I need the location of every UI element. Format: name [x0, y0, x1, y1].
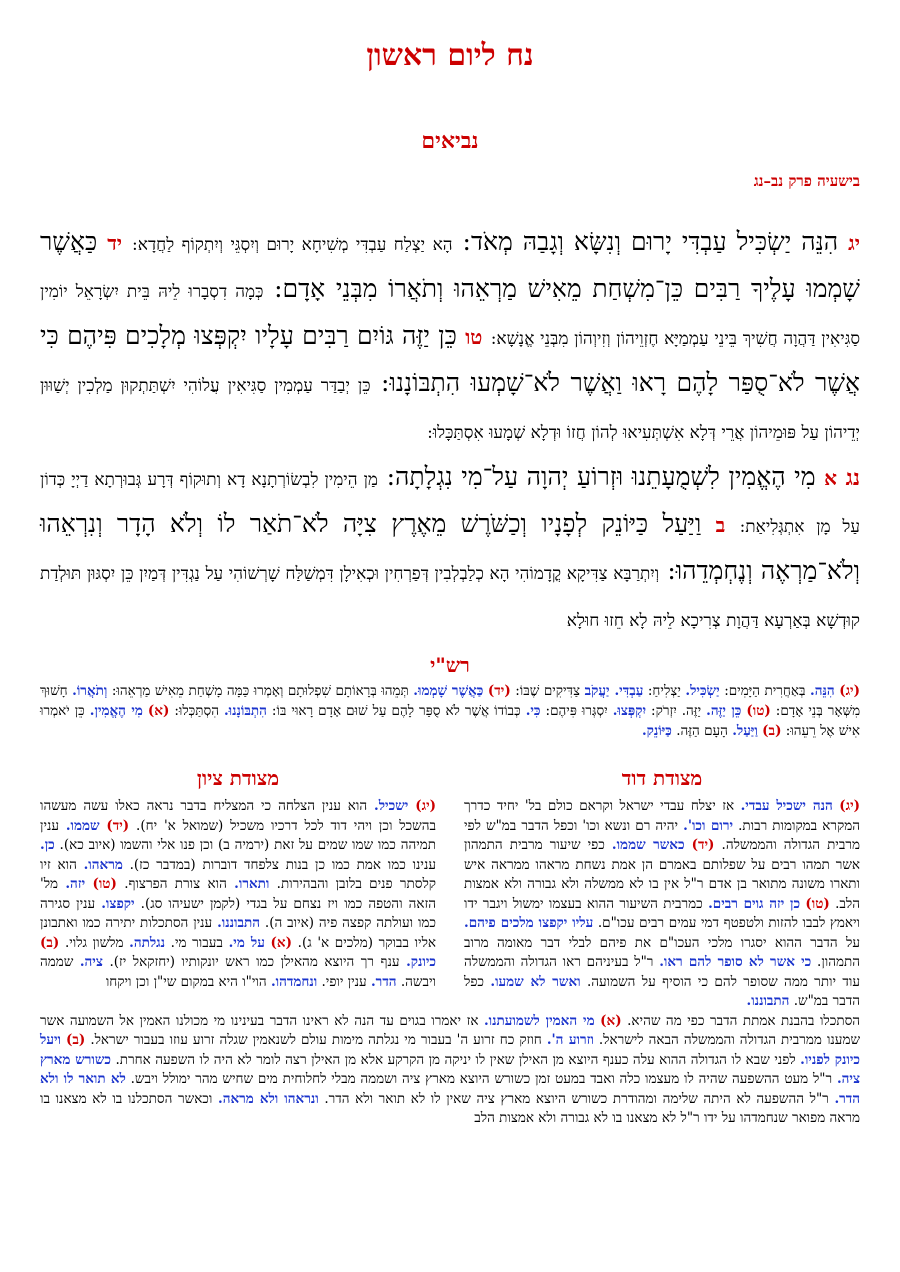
rashi-entry-heading: כֵּן יַזֶּה. [706, 703, 742, 719]
metzudat-tzion-entry-ref: (יד) [106, 817, 130, 834]
rashi-title: רש"י [430, 653, 470, 677]
continuation-entry-text: ר"ל ההשפעה לא היתה שלימה ומהודרת כשורש היוצא מארץ ציה שאין לו לא תואר ולא הדר. [324, 1090, 829, 1107]
metzudat-david-entry-heading: עליו יקפצו מלכים פיהם. [464, 915, 594, 931]
verse-number: יג [848, 231, 861, 255]
continuation-entry-heading: כשורש מארץ ציה. [40, 1051, 861, 1087]
continuation-entry-text: חוזק כח זרוע ה' בעבור מי נגלתה מימות עולם לשנאמין שגלה זרוע עוזו בעבור ישראל. [90, 1032, 542, 1048]
metzudat-tzion-entry-text: ענין יופי. [321, 973, 367, 990]
rashi-entry-heading: וְתֹאֲרוֹ. [72, 683, 108, 699]
metzudat-tzion-entry-text: ענינו כמו אמת כמו כן בנות צלפחד דוברות (במדבר כז). [129, 856, 436, 873]
rashi-entry-ref: (א) [147, 703, 170, 719]
rashi-entry-text: הִסְתַּכְּלוּ: [174, 703, 219, 719]
metzudat-tzion-column [40, 765, 436, 1012]
metzudat-tzion-entry-text: ענין תמיהה כמו שמו שמים על זאת (ירמיה ב) וכן פנו אלי והשמו (איוב כא). [40, 817, 437, 853]
continuation-entry-text: לפני שבא לו הגדולה ההוא עלה כענף היוצא מן האילן שאין לו יניקה מן הקרקע אלא מן האילן רצה לומר לא היה לו השפעה אחרת. [115, 1051, 796, 1068]
verse-targum: כֵּן יְבַדַּר עַמְמִין סַגִּיאִין עֲלוֹהִי יִשְׁתַּתְקוּן מַלְכִין יְשַׁוּוּן יְדֵיהוֹן עַל פּוּמֵיהוֹן אֲרֵי דְּלָא אִשְׁתְּעִיאוּ לְהוֹן חֲזוֹ וּדְלָא שְׁמָעוּ אִסְתַּכָּלוּ: [40, 376, 860, 443]
metzudat-david-title: מצודת דוד [621, 766, 703, 790]
rashi-entry-ref: (ב) [762, 723, 782, 739]
metzudat-tzion-entry-text: הוא צורת הפרצוף. [124, 876, 227, 892]
metzudat-tzion-entry-heading: שממו. [65, 817, 100, 834]
metzudat-tzion-entry-text: מלשון גלוי. [64, 934, 124, 951]
metzudat-tzion-entry-ref: (יג) [415, 798, 437, 814]
continuation-entry-heading: וזרוע ה'. [546, 1032, 594, 1048]
metzudat-tzion-entry-heading: התבוננו. [217, 915, 261, 931]
metzudat-david-entry-text: ר"ל בעיניהם ראו הגדולה והממשלה עוד יותר ממה שסופר להם כי הוסיף על השמועה. [464, 954, 860, 990]
continuation-entry-heading: ויעל כיונק לפניו. [40, 1032, 860, 1068]
rashi-entry-heading: כַּאֲשֶׁר שָׁמְמוּ. [413, 683, 484, 699]
metzudat-tzion-entry-text: ענין סגירה כמו ועולתה קפצה פיה (איוב ה). [40, 895, 437, 931]
metzudat-david-entry-heading: כן יזה גוים רבים. [708, 895, 801, 912]
metzudat-tzion-entry-heading: ונחמדהו. [270, 973, 318, 990]
rashi-entry-heading: יִקְפְּצוּ. [612, 703, 647, 719]
verse-number: א [824, 466, 837, 490]
metzudat-tzion-entry-heading: כיונק. [406, 954, 437, 970]
metzudat-tzion-entry-ref: (טו) [92, 876, 117, 892]
rashi-commentary [40, 681, 860, 741]
page-title: נח ליום ראשון [366, 38, 534, 73]
metzudat-david-text [464, 797, 860, 1012]
rashi-entry-heading: הִנֵּה. [810, 683, 835, 699]
metzudat-tzion-entry-heading: מראהו. [83, 856, 123, 873]
metzudat-tzion-entry-heading: על מי. [228, 934, 265, 951]
verse-number: טו [465, 325, 483, 349]
metzudat-tzion-entry-heading: ציה. [79, 954, 103, 970]
metzudat-david-entry-heading: ואשר לא שמעו. [490, 973, 581, 990]
continuation-entry-ref: (ב) [66, 1032, 86, 1048]
continuation-entry-heading: ונראהו ולא מראה. [218, 1090, 319, 1107]
metzudat-david-entry-heading: התבוננו. [746, 993, 790, 1009]
rashi-entry-heading: הִתְבּוֹנָנוּ. [223, 703, 267, 719]
rashi-entry-text: צַדִּיקִים שֶׁבּוֹ: [515, 683, 581, 699]
commentary-columns [40, 765, 860, 1012]
metzudat-david-entry-ref: (טו) [805, 895, 830, 912]
continuation-entry-heading: לא תואר לו ולא הדר. [40, 1071, 861, 1107]
metzudat-david-entry-text: כפל הדבר במ"ש. [464, 973, 860, 1009]
metzudat-david-entry-text: על הדבר ההוא יסגרו מלכי העכו"ם את פיהם לבלי דבר מאומה מרוב התמהון. [464, 934, 860, 970]
chapter-reference: בישעיה פרק נב–נג [753, 172, 860, 190]
verse-targum: וְיִתְרַבָּא צַדִּיקָא קֳדָמוֹהִי הָא כְלַבְלְבִין דְּפַרְחִין וּכְאִילָן דִּמְשַׁלַּח שָׁרְשׁוֹהִי עַל נַגְדִּין דְּמַיִן כֵּן יִסְגּוּן תּוּלְדַת קוּדְשָׁא בְּאַרְעָא דַּהֲוָת צְרִיכָא לֵיהּ לָא חֵזוּ חוּלָא [40, 564, 860, 631]
verse-targum: כְּמָה דִסְבָרוּ לֵיהּ בֵּית יִשְׂרָאֵל יוֹמִין סַגִּיאִין דַּהֲוָה חֲשִׁיךְ בֵּינֵי עַמְמַיָּא חֶזְוֵיהוֹן וְזִיוְהוֹן מִבְּנֵי אֱנָשָׁא: [40, 282, 860, 349]
continuation-entry-text: הסתכלו בהבנת אמתת הדבר כפי מה שהיא. [627, 1012, 861, 1029]
metzudat-tzion-entry-heading: יזה. [65, 876, 86, 892]
rashi-entry-text: יַצְלִיחַ: [647, 683, 681, 699]
metzudat-david-entry-text: כמרבית השיעור ההוא בעצמו ימשול ויגבר ידו ויאמץ לבבו להזות ולטפטף דמי עמים רבים עכו"ם. [464, 895, 860, 931]
metzudat-tzion-entry-ref: (א) [270, 934, 292, 951]
rashi-entry-text: יַזֶּה. יִזְרֹק: [651, 703, 702, 719]
scripture-text [40, 220, 860, 643]
metzudat-david-column [464, 765, 860, 1012]
verse-hebrew: כַּאֲשֶׁר שָׁמְמוּ עָלֶיךָ רַבִּים כֵּן־מִשְׁחַת מֵאִישׁ מַרְאֵהוּ וְתֹאֲרוֹ מִבְּנֵי אָדָם: [40, 227, 861, 303]
rashi-entry-ref: (יד) [487, 683, 511, 699]
verse-number: ב [715, 513, 726, 537]
metzudat-david-entry-heading: כי אשר לא סופר להם ראו. [659, 954, 812, 970]
rashi-entry-heading: וַיַּעַל. [732, 723, 758, 739]
metzudat-david-continuation [40, 1012, 860, 1129]
verse-number: יד [107, 231, 123, 255]
metzudat-tzion-entry-heading: ותארו. [234, 876, 270, 892]
metzudat-tzion-entry-text: שממה ויבשה. [40, 954, 436, 990]
metzudat-tzion-entry-text: הוא ענין הצלחה כי המצליח בדבר נראה כאלו עשה מעשהו בהשכל וכן ויהי דוד לכל דרכיו משכיל (שמואל א' יח). [40, 798, 436, 834]
rashi-entry-heading: יַשְׂכִּיל. [685, 683, 720, 699]
metzudat-tzion-entry-text: הוא זיו קלסתר פנים בלובן והבהירות. [40, 856, 437, 892]
metzudat-tzion-entry-heading: יקפצו. [101, 895, 135, 912]
chapter-number: נג [845, 465, 861, 491]
continuation-entry-heading: מי האמין לשמועתנו. [483, 1012, 595, 1029]
rashi-entry-text: הָעָם הַזֶּה. [676, 723, 728, 739]
continuation-entry-text: ר"ל מעט ההשפעה שהיה לו מעצמו כלה ואבד במעט זמן כשורש היוצא מארץ ציה ושממה מבלי לחלוחית מים שחיש מהר ימולל ויבש. [130, 1071, 833, 1087]
metzudat-david-entry-text: יהיה רם ונשא וכו' וכפל הדבר במ"ש לפי מרבית הגדולה והממשלה. [464, 817, 860, 853]
continuation-entry-text: וכאשר הסתכלנו בו לא מצאנו בו מראה מפואר שנחמדהו על ידו ר"ל לא מצאנו בו לא גבורה ולא אמצות הלב [40, 1090, 860, 1126]
metzudat-tzion-entry-text: בעבור מי. [170, 934, 223, 951]
metzudat-tzion-entry-heading: כן. [40, 837, 55, 853]
metzudat-david-entry-ref: (יג) [839, 798, 861, 814]
rashi-entry-text: חָשׁוּךְ מִשְּׁאָר בְּנֵי אָדָם: [40, 683, 861, 719]
rashi-entry-ref: (יג) [839, 683, 860, 699]
rashi-entry-text: תְּמֵהוּ בְּרָאוֹתָם שִׁפְלוּתָם וְאָמְרוּ כַּמָּה מָשְׁחַת מֵאִישׁ מַרְאֵהוּ: [111, 683, 409, 699]
metzudat-david-entry-heading: הנה ישכיל עבדי. [740, 798, 833, 814]
verse-hebrew: וַיַּעַל כַּיּוֹנֵק לְפָנָיו וְכַשֹּׁרֶשׁ מֵאֶרֶץ צִיָּה לֹא־תֹאַר לוֹ וְלֹא הָדָר וְנִרְאֵהוּ וְלֹא־מַרְאֶה וְנֶחְמְדֵהוּ: [40, 509, 860, 585]
metzudat-tzion-entry-heading: נגלתה. [129, 934, 165, 951]
section-title: נביאים [421, 128, 479, 154]
metzudat-david-entry-heading: ירום וכו'. [683, 817, 734, 834]
rashi-entry-heading: עַבְדִּי. יַעֲקֹב [584, 683, 644, 699]
metzudat-david-entry-ref: (יד) [691, 837, 715, 853]
rashi-entry-heading: כַּיּוֹנֵק. [641, 723, 672, 739]
continuation-entry-ref: (א) [600, 1012, 622, 1029]
metzudat-david-entry-text: כפי שיעור מרבית התמהון אשר תמהו רבים על שפלותם באמרם הן אמת נשחת מראהו ממראה איש ותארו משונה מתואר בן אדם ר"ל אין בו לא ממשלה ולא גבורה ולא אמצות הלב. [464, 837, 860, 912]
metzudat-tzion-entry-heading: ישכיל. [374, 798, 409, 814]
metzudat-tzion-title: מצודת ציון [196, 766, 280, 790]
metzudat-tzion-entry-heading: הדר. [370, 973, 397, 990]
metzudat-tzion-entry-text: מל' הזאה והטפה כמו ויז נצחם על בגדי (לקמן ישעיהו סג). [40, 876, 436, 912]
continuation-entry-text: אז יאמרו בגוים עד הנה לא ראינו הדבר בעינינו מי מכולנו האמין אל השמועה אשר שמענו ממרבית הגדולה והממשלה הבאה לישראל. [40, 1012, 861, 1048]
rashi-entry-ref: (טו) [746, 703, 771, 719]
verse-targum: מַן הֵימִין לִבְשׂוֹרְתָנָא דָא וְתוּקוֹף דְּרָע גְּבוּרְתָא דַיְיָ כְּדוֹן עַל מָן אִתְגְּלִיאַת: [40, 470, 860, 537]
rashi-entry-text: בְּאַחֲרִית הַיָּמִים: [724, 683, 806, 699]
verse-hebrew: כֵּן יַזֶּה גּוֹיִם רַבִּים עָלָיו יִקְפְּצוּ מְלָכִים פִּיהֶם כִּי אֲשֶׁר לֹא־סֻפַּר לָהֶם רָאוּ וַאֲשֶׁר לֹא־שָׁמְעוּ הִתְבּוֹנָנוּ: [40, 321, 861, 397]
metzudat-tzion-text [40, 797, 436, 992]
rashi-entry-text: יִסְגְּרוּ פִּיהֶם: [545, 703, 608, 719]
verse-hebrew: הִנֵּה יַשְׂכִּיל עַבְדִּי יָרוּם וְנִשָּׂא וְגָבַהּ מְאֹד: [462, 227, 839, 256]
metzudat-tzion-entry-text: ענף רך היוצא מהאילן כמו ראש יונקותיו (יחזקאל יז). [109, 954, 400, 970]
metzudat-tzion-entry-ref: (ב) [40, 934, 60, 951]
rashi-entry-text: כְּבוֹדוֹ אֲשֶׁר לֹא סֻפַּר לָהֶם עַל שׁוּם אָדָם רָאוּי בּוֹ: [271, 703, 521, 719]
verse-targum: הָא יַצְלַח עַבְדִּי מְשִׁיחָא יָרוּם וְיִסְגֵּי וְיִתְקוֹף לַחֲדָא: [132, 235, 453, 255]
metzudat-david-entry-text: אז יצלח עבדי ישראל וקראם כולם בל' יחיד כדרך המקרא במקומות רבות. [464, 798, 860, 834]
metzudat-david-entry-heading: כאשר שממו. [611, 837, 685, 853]
rashi-entry-heading: כִּי. [525, 703, 541, 719]
verse-hebrew: מִי הֶאֱמִין לִשְׁמֻעָתֵנוּ וּזְרוֹעַ יְהוָה עַל־מִי נִגְלָתָה: [386, 462, 816, 491]
rashi-entry-heading: מִי הֶאֱמִין. [89, 703, 143, 719]
rashi-entry-text: כֵּן יֹאמְרוּ אִישׁ אֶל רֵעֵהוּ: [40, 703, 860, 739]
metzudat-tzion-entry-text: ענין הסתכלות יתירה כמו ואתבונן אליו בבוקר (מלכים א' ג). [40, 915, 437, 951]
metzudat-tzion-entry-text: הוי"ו היא במקום שי"ן וכן ויקחו [105, 973, 267, 990]
